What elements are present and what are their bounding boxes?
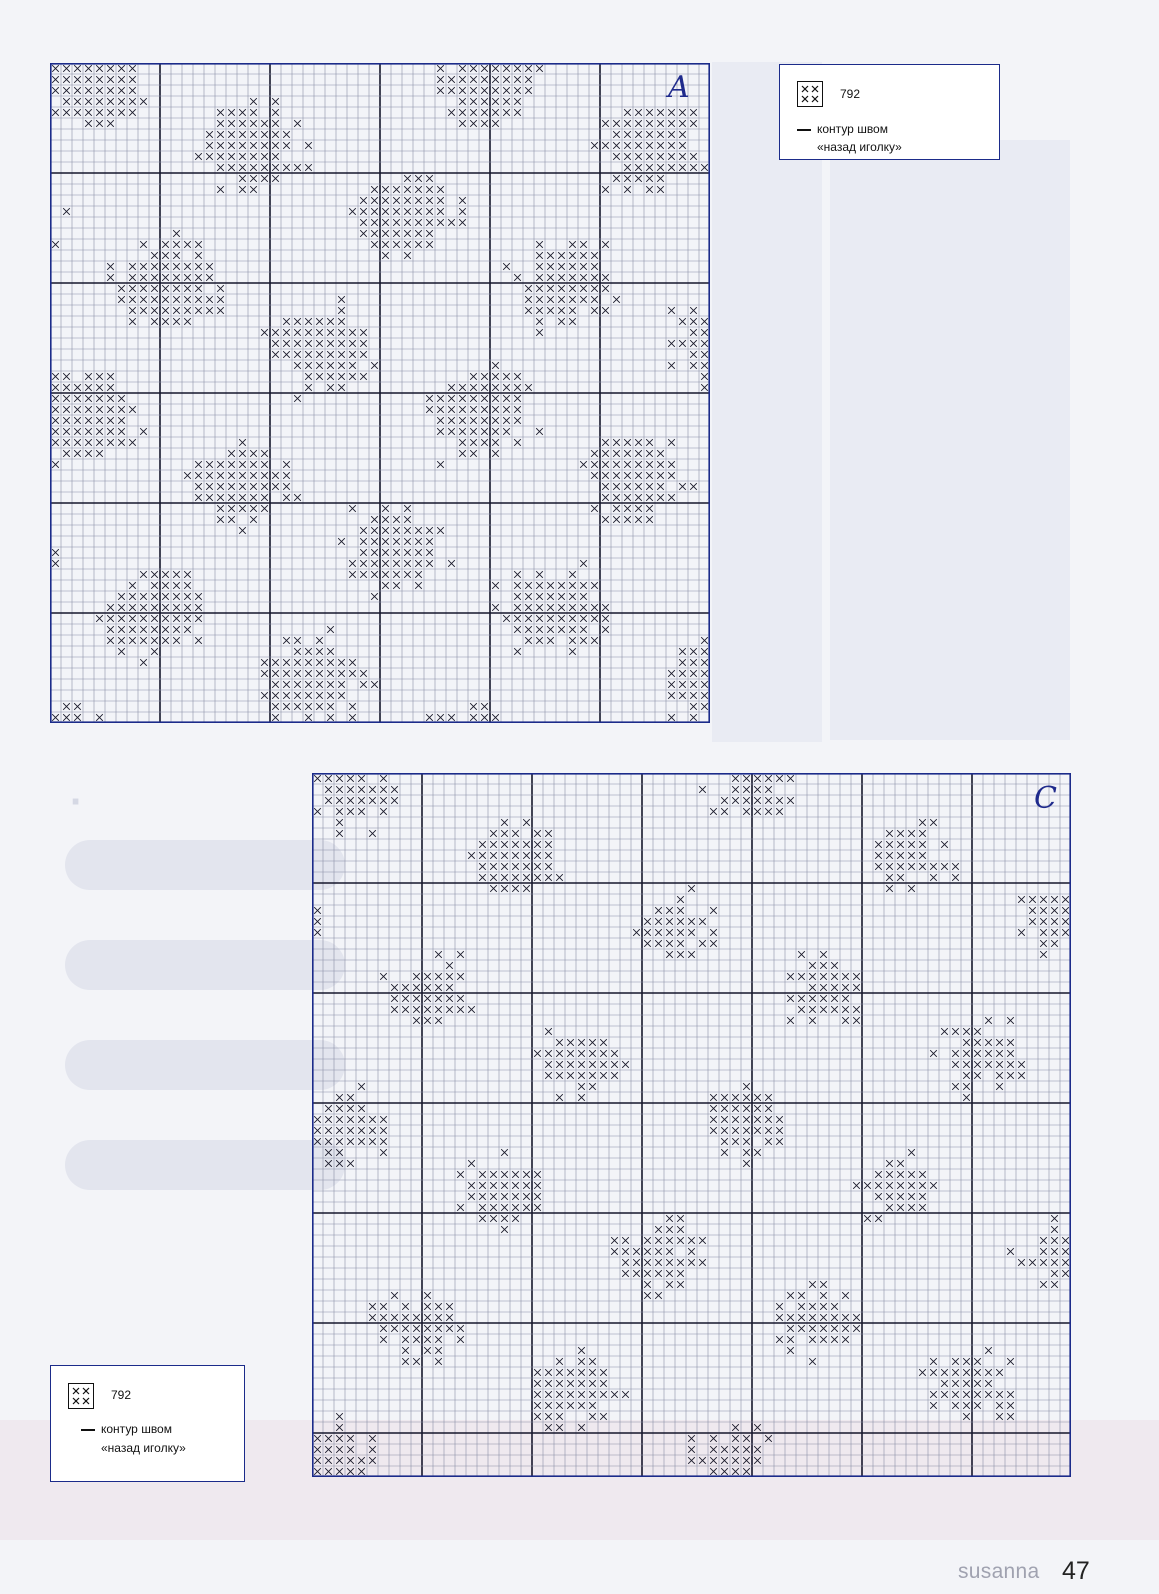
outline-stitch-label-2: «назад иголку»	[101, 1441, 186, 1455]
outline-stitch-label-2: «назад иголку»	[817, 140, 902, 154]
legend-top	[779, 64, 1000, 160]
thread-code: 792	[111, 1388, 132, 1402]
show-through-background: ·	[60, 760, 360, 1220]
outline-stitch-label: контур швом	[101, 1422, 172, 1436]
outline-stitch-label: контур швом	[817, 122, 888, 136]
cross-stitch-chart-a	[50, 63, 710, 723]
show-through-column	[830, 140, 1070, 740]
chart-c-svg	[312, 773, 1071, 1477]
page-number: 47	[1062, 1557, 1090, 1585]
cross-stitch-chart-c	[312, 773, 1071, 1477]
magazine-brand: susanna	[958, 1560, 1040, 1583]
chart-a-label: A	[668, 70, 690, 105]
cross-stitch-symbol-icon	[68, 1383, 94, 1409]
legend-bottom	[50, 1365, 245, 1482]
chart-c-label: C	[1034, 781, 1057, 816]
outline-line-icon	[81, 1429, 95, 1431]
chart-a-svg	[50, 63, 710, 723]
show-through-column	[712, 62, 822, 742]
cross-stitch-symbol-icon	[797, 81, 823, 107]
outline-line-icon	[797, 129, 811, 131]
thread-code: 792	[840, 87, 861, 101]
